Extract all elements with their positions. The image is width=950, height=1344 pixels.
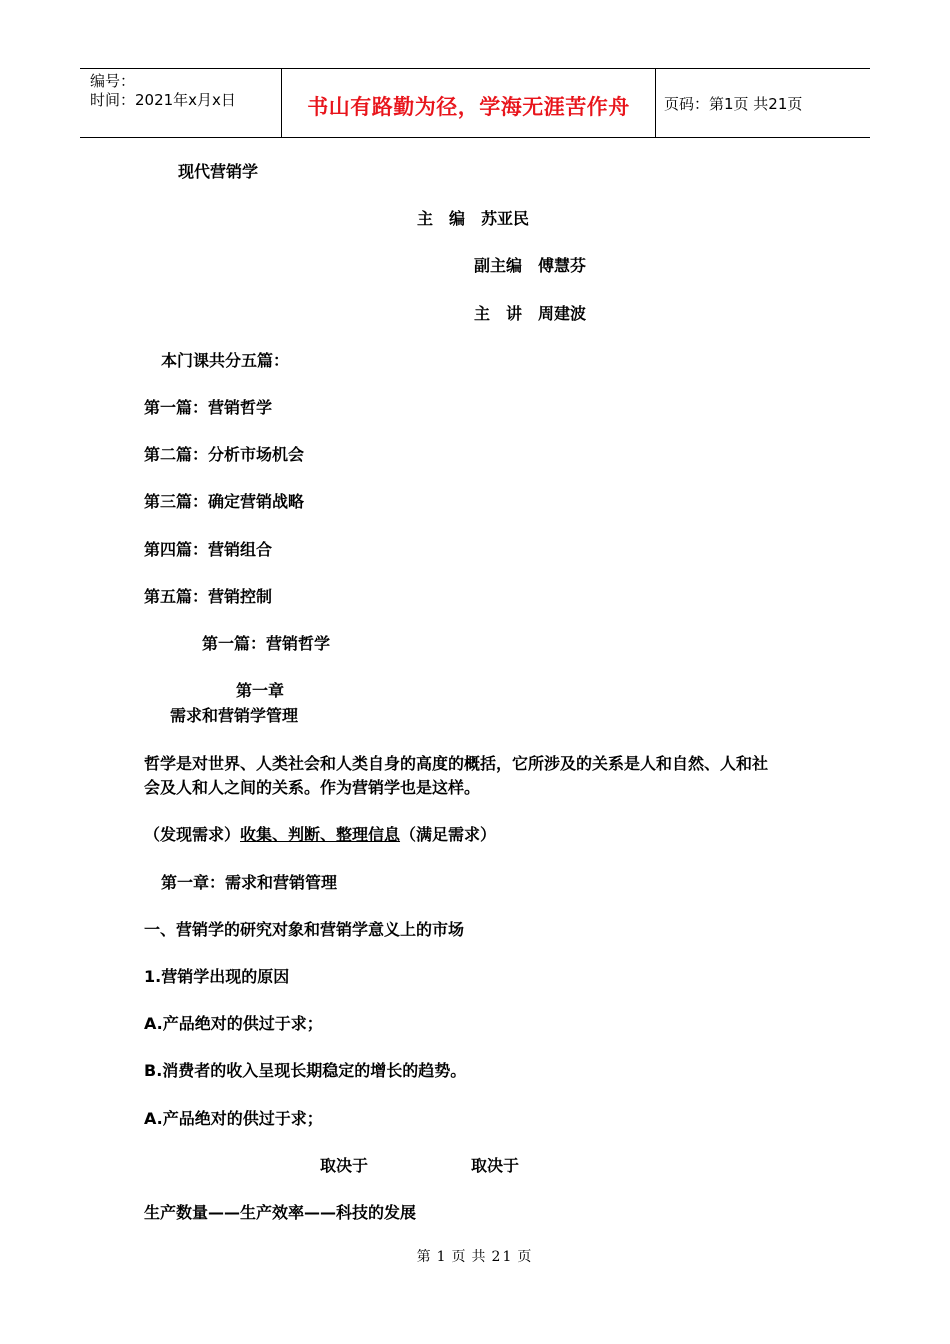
flow-post: （满足需求） [400,825,497,844]
lecturer-line: 主 讲 周建波 [474,304,587,323]
chain-line: 生产数量——生产效率——科技的发展 [144,1203,417,1222]
time-label: 时间：2021年x月x日 [90,91,236,109]
part-item-4: 第四篇：营销组合 [144,540,273,559]
chapter-label: 第一章 [236,681,285,700]
chapter-title: 需求和营销学管理 [170,706,299,725]
part-item-1: 第一篇：营销哲学 [144,398,273,417]
flow-line [144,825,496,845]
part-item-3: 第三篇：确定营销战略 [144,492,305,511]
footer-page-number: 1 [436,1249,448,1265]
motto-text: 书山有路勤为径，学海无涯苦作舟 [307,95,630,119]
flow-pre: （发现需求） [144,825,241,844]
footer-ye: 页 [451,1249,468,1265]
number-label: 编号： [90,72,136,90]
depends-label-2: 取决于 [471,1156,520,1175]
paragraph-line-1: 哲学是对世界、人类社会和人类自身的高度的概括，它所涉及的关系是人和自然、人和社 [144,754,769,773]
part-heading: 第一篇：营销哲学 [202,634,331,653]
footer-di: 第 [416,1249,433,1265]
footer-ye-2: 页 [517,1249,534,1265]
course-intro: 本门课共分五篇： [161,351,290,370]
part-item-2: 第二篇：分析市场机会 [144,445,305,464]
header-right-cell [655,69,870,137]
paragraph-line-2: 会及人和人之间的关系。作为营销学也是这样。 [144,778,481,797]
section-heading-1: 一、营销学的研究对象和营销学意义上的市场 [144,920,465,939]
deputy-editor-line: 副主编 傅慧芬 [474,256,587,275]
list-item-a-repeat: A.产品绝对的供过于求； [144,1109,323,1128]
header-left-cell [80,69,281,137]
header-motto-cell [281,69,656,137]
page-info: 页码：第1页 共21页 [664,95,803,113]
page-header [80,68,870,138]
part-item-5: 第五篇：营销控制 [144,587,273,606]
document-title: 现代营销学 [178,162,259,181]
list-item-1: 1.营销学出现的原因 [144,967,290,986]
list-item-a: A.产品绝对的供过于求； [144,1014,323,1033]
footer-total-pages: 21 [491,1249,514,1265]
page-footer [0,1246,950,1266]
editor-line: 主 编 苏亚民 [417,209,530,228]
chapter-heading-2: 第一章：需求和营销管理 [161,873,338,892]
depends-label-1: 取决于 [320,1156,369,1175]
flow-underlined: 收集、判断、整理信息 [240,825,401,844]
list-item-b: B.消费者的收入呈现长期稳定的增长的趋势。 [144,1061,467,1080]
footer-gong: 共 [471,1249,488,1265]
